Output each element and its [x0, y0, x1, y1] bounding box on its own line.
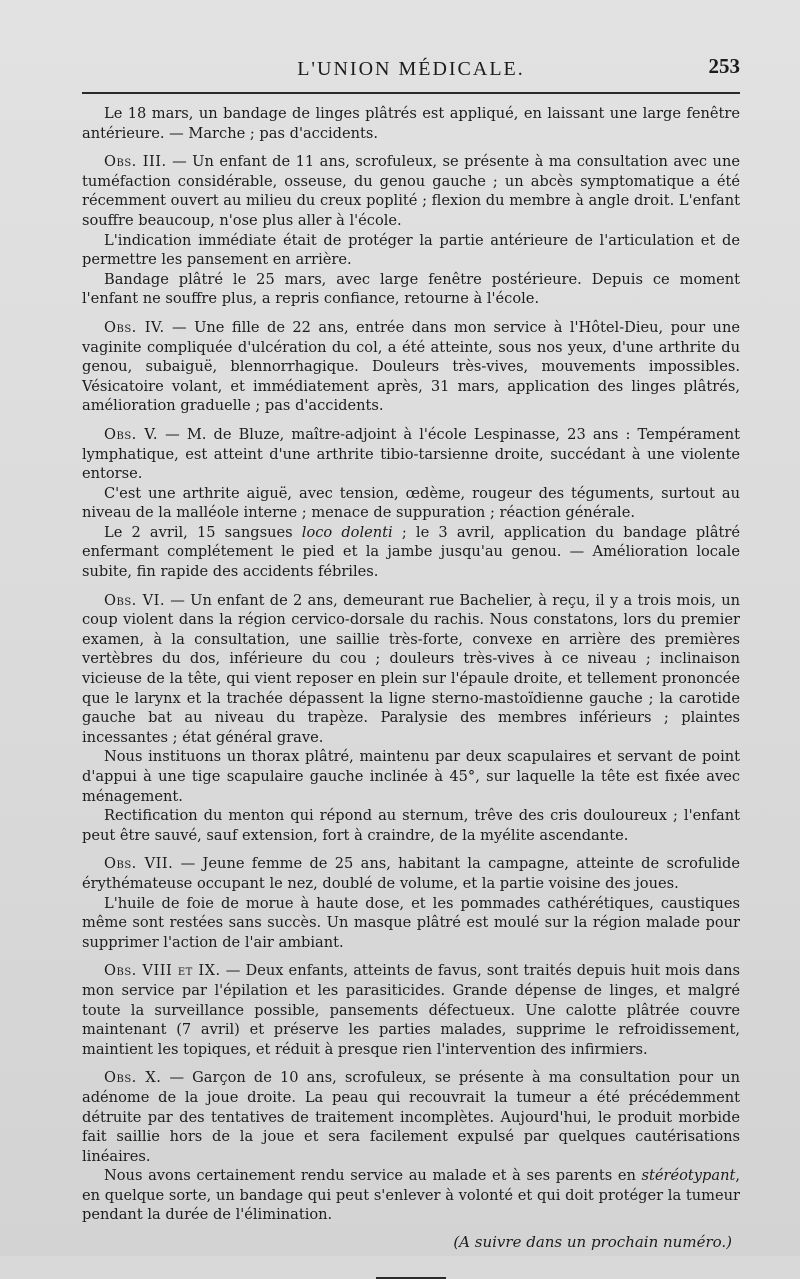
- observation-label: Obs. IV.: [104, 318, 165, 336]
- observation-paragraph: [82, 591, 740, 748]
- paragraph-text: — Un enfant de 11 ans, scrofuleux, se présente à ma consultation avec une tuméfaction considérable, osseuse, du genou gauche ; un abcès symptomatique a été récemment ouvert au milieu du creux poplité ; flexion du membre à angle droit. L'enfant souffre beaucoup, n'ose plus aller à l'école.: [82, 153, 740, 229]
- paragraph-text: Bandage plâtré le 25 mars, avec large fenêtre postérieure. Depuis ce moment l'enfant ne souffre plus, a repris confiance, retourne à l'école.: [82, 270, 740, 308]
- observation-label: Obs. III.: [104, 153, 167, 171]
- paragraph-text: C'est une arthrite aiguë, avec tension, œdème, rougeur des téguments, surtout au niveau de la malléole interne ; menace de suppuration ; réaction générale.: [82, 484, 740, 522]
- observation-paragraph: [82, 961, 740, 1059]
- paragraph-text-continued: ; le 3 avril, application du bandage plâtré enfermant complétement le pied et la jambe jusqu'au genou. — Amélioration locale subite, fin rapide des accidents fébriles.: [82, 523, 741, 581]
- observation-paragraph: [82, 854, 740, 893]
- paragraph: [82, 806, 740, 845]
- journal-title: L'UNION MÉDICALE.: [297, 58, 525, 80]
- observation-label: Obs. VII.: [104, 855, 174, 873]
- paragraph-text: — Jeune femme de 25 ans, habitant la campagne, atteinte de scrofulide érythémateuse occupant le nez, doublé de volume, et la partie voisine des joues.: [82, 855, 740, 892]
- italic-phrase: loco dolenti: [301, 523, 393, 541]
- paragraph: [82, 231, 740, 270]
- observation-label: Obs. V.: [104, 425, 159, 443]
- continuation-note: (A suivre dans un prochain numéro.): [453, 1233, 732, 1252]
- paragraph-text: — Une fille de 22 ans, entrée dans mon service à l'Hôtel-Dieu, pour une vaginite compliquée d'ulcération du col, a été atteinte, sous nos yeux, d'une arthrite du genou, subaiguë, blennorrhagique. Douleurs très-vives, mouvements impossibles. Vésicatoire volant, et immédiatement après, 31 mars, application des linges plâtrés, amélioration graduelle ; pas d'accidents.: [82, 318, 740, 415]
- paragraph: [82, 270, 740, 309]
- observation-label: Obs. X.: [104, 1069, 162, 1087]
- paragraph: [82, 104, 740, 143]
- paragraph-text: Le 2 avril, 15 sangsues: [104, 523, 302, 541]
- italic-phrase: stéréotypant: [641, 1167, 736, 1185]
- paragraph-text: Nous avons certainement rendu service au malade et à ses parents en: [104, 1167, 642, 1185]
- page-header: [82, 48, 740, 88]
- page-number: 253: [708, 54, 740, 78]
- observation-label: Obs. VIII et IX.: [104, 962, 221, 980]
- article-body: [82, 104, 740, 1225]
- paragraph: [82, 747, 740, 806]
- paragraph-text: Rectification du menton qui répond au sternum, trêve des cris douloureux ; l'enfant peut être sauvé, sauf extension, fort à craindre, de la myélite ascendante.: [82, 807, 740, 844]
- observation-paragraph: [82, 425, 740, 484]
- header-rule: [82, 92, 740, 94]
- paragraph-text: Nous instituons un thorax plâtré, maintenu par deux scapulaires et servant de point d'appui à une tige scapulaire gauche inclinée à 45°, sur laquelle la tête est fixée avec ménagement.: [82, 748, 740, 805]
- paragraph-text: — Un enfant de 2 ans, demeurant rue Bachelier, à reçu, il y a trois mois, un coup violent dans la région cervico-dorsale du rachis. Nous constatons, lors du premier examen, à la consultation, une saillie très-forte, convexe en arrière des premières vertèbres du dos, inférieure du cou ; douleurs très-vives à ce niveau ; inclinaison vicieuse de la tête, qui vient reposer en plein sur l'épaule droite, et tellement prononcée que le larynx et la trachée dépassent la ligne sterno-mastoïdienne gauche ; la carotide gauche bat au niveau du trapèze. Paralysie des membres inférieurs ; plaintes incessantes ; état général grave.: [82, 591, 740, 746]
- paragraph: [82, 894, 740, 953]
- paragraph: [82, 523, 740, 582]
- paragraph-text: — Deux enfants, atteints de favus, sont traités depuis huit mois dans mon service par l'épilation et les parasiticides. Grande dépense de linges, et malgré toute la surveillance possible, pansements défectueux. Une calotte plâtrée couvre maintenant (7 avril) et préserve les parties malades, supprime le refroidissement, maintient les topiques, et réduit à presque rien l'intervention des infirmiers.: [82, 962, 740, 1058]
- observation-paragraph: [82, 318, 740, 416]
- paragraph-text: L'indication immédiate était de protéger la partie antérieure de l'articulation et de permettre les pansement en arrière.: [82, 231, 740, 269]
- paragraph-text: L'huile de foie de morue à haute dose, et les pommades cathérétiques, caustiques même sont restées sans succès. Un masque plâtré est moulé sur la région malade pour supprimer l'action de l'air ambiant.: [82, 894, 740, 951]
- paragraph: [82, 484, 740, 523]
- paragraph-text: — Garçon de 10 ans, scrofuleux, se présente à ma consultation pour un adénome de la joue droite. La peau qui recouvrait la tumeur a été précédemment détruite par des tentatives de traitement incomplètes. Aujourd'hui, le produit morbide fait saillie hors de la joue et sera facilement expulsé par quelques cautérisations linéaires.: [82, 1069, 740, 1165]
- observation-paragraph: [82, 152, 740, 230]
- paragraph-text: — M. de Bluze, maître-adjoint à l'école Lespinasse, 23 ans : Tempérament lymphatique, est atteint d'une arthrite tibio-tarsienne droite, succédant à une violente entorse.: [82, 425, 740, 483]
- observation-label: Obs. VI.: [104, 591, 166, 609]
- paragraph-text-continued: , en quelque sorte, un bandage qui peut s'enlever à volonté et qui doit protéger la tumeur pendant la durée de l'élimination.: [82, 1167, 740, 1224]
- observation-paragraph: [82, 1068, 740, 1166]
- paragraph-text: Le 18 mars, un bandage de linges plâtrés est appliqué, en laissant une large fenêtre antérieure. — Marche ; pas d'accidents.: [82, 105, 740, 142]
- paragraph: [82, 1166, 740, 1225]
